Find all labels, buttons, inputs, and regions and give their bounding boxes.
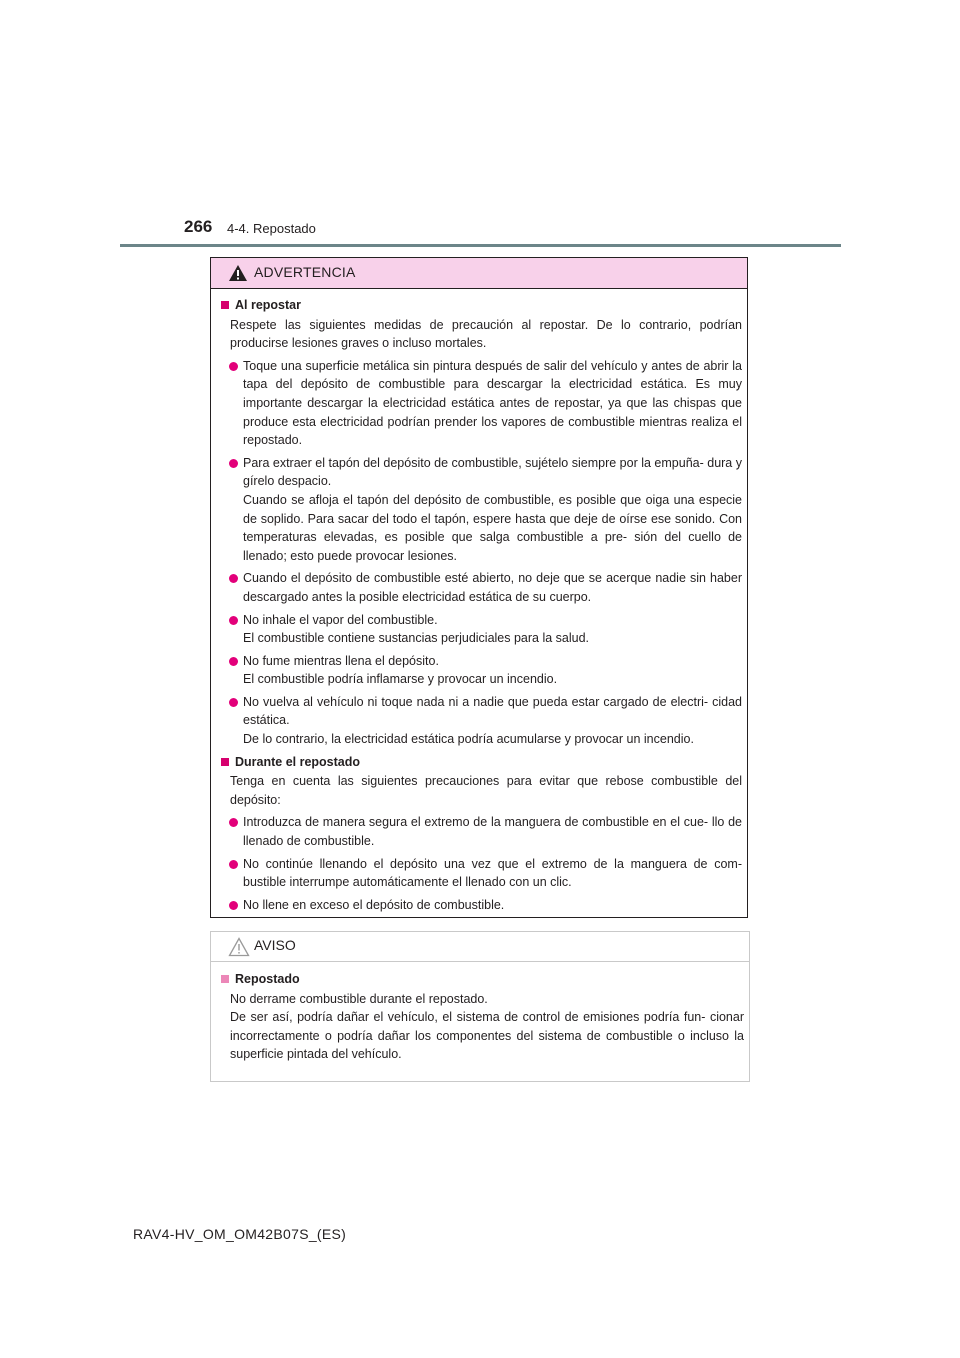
circle-bullet-icon (229, 574, 238, 583)
list-item: No vuelva al vehículo ni toque nada ni a nadie que pueda estar cargado de electri- cidad estática. De lo contrario, la electricidad estática podría acumularse y provocar un incendio. (220, 693, 742, 749)
circle-bullet-icon (229, 362, 238, 371)
square-bullet-icon (221, 758, 229, 766)
list-item: Introduzca de manera segura el extremo de la manguera de combustible en el cue- llo de llenado de combustible. (220, 813, 742, 850)
warning-header (211, 258, 747, 289)
list-item: Cuando el depósito de combustible esté abierto, no deje que se acerque nadie sin haber descargado antes la posible electricidad estática de su cuerpo. (220, 569, 742, 606)
document-code: RAV4-HV_OM_OM42B07S_(ES) (133, 1226, 347, 1242)
square-bullet-icon (221, 301, 229, 309)
circle-bullet-icon (229, 860, 238, 869)
section-heading: Repostado (220, 970, 744, 989)
list-item: No continúe llenando el depósito una vez que el extremo de la manguera de com- bustible interrumpe automáticamente el llenado con un clic. (220, 855, 742, 892)
page-number: 266 (184, 217, 213, 236)
list-item: No llene en exceso el depósito de combustible. (220, 896, 742, 915)
list-item: No fume mientras llena el depósito. El combustible podría inflamarse y provocar un incendio. (220, 652, 742, 689)
section-heading: Al repostar (220, 296, 742, 315)
section-intro: Respete las siguientes medidas de precaución al repostar. De lo contrario, podrían producirse lesiones graves o incluso mortales. (230, 317, 742, 351)
circle-bullet-icon (229, 616, 238, 625)
list-item: No inhale el vapor del combustible. El combustible contiene sustancias perjudiciales para la salud. (220, 611, 742, 648)
circle-bullet-icon (229, 698, 238, 707)
list-item: Para extraer el tapón del depósito de combustible, sujételo siempre por la empuña- dura y gírelo despacio. Cuando se afloja el tapón del depósito de combustible, es posible que oiga una especie de soplido. Para sacar del todo el tapón, espere hasta que deje de oírse ese sonido. Con temperaturas elevadas, es posible que salga combustible a pre- sión del cuello de llenado; esto puede provocar lesiones. (220, 454, 742, 566)
warning-title: ADVERTENCIA (254, 264, 356, 280)
caution-triangle-icon (228, 937, 250, 957)
square-bullet-icon (221, 975, 229, 983)
warning-content (220, 296, 742, 918)
list-item: Toque una superficie metálica sin pintura después de salir del vehículo y antes de abrir la tapa del depósito de combustible para descargar la electricidad estática. Es muy importante descargar la electricidad estática antes de repostar, ya que las chispas que produce esta electricidad podrían prender los vapores de combustible mientras realiza el repostado. (220, 357, 742, 450)
circle-bullet-icon (229, 901, 238, 910)
circle-bullet-icon (229, 657, 238, 666)
notice-title: AVISO (254, 937, 296, 953)
notice-content (220, 970, 744, 1068)
notice-header (211, 932, 749, 962)
warning-box (210, 257, 748, 918)
section-heading: Durante el repostado (220, 753, 742, 772)
section-title: 4-4. Repostado (227, 221, 316, 236)
notice-text: No derrame combustible durante el repostado. De ser así, podría dañar el vehículo, el sistema de control de emisiones podría fun- cionar incorrectamente o podría dañar los componentes del sistema de combustible o incluso la superficie pintada del vehículo. (230, 991, 744, 1062)
header-rule (120, 244, 841, 247)
section-intro: Tenga en cuenta las siguientes precauciones para evitar que rebose combustible del depósito: (230, 774, 742, 807)
circle-bullet-icon (229, 459, 238, 468)
warning-triangle-icon (228, 264, 248, 282)
notice-box (210, 931, 750, 1082)
circle-bullet-icon (229, 818, 238, 827)
